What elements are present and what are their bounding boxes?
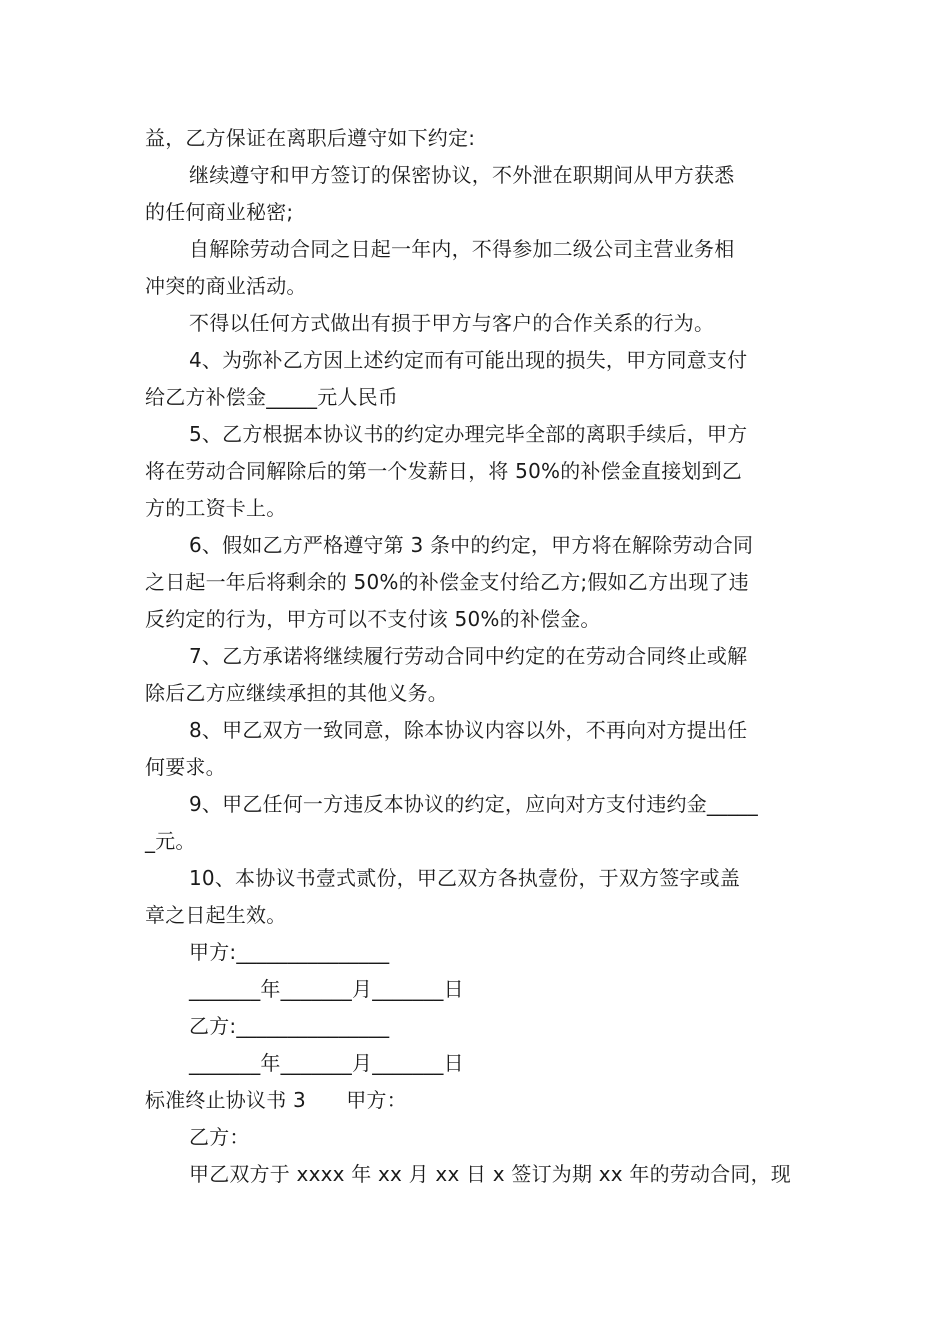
text-line: 除后乙方应继续承担的其他义务。 (145, 681, 448, 705)
text-line: 不得以任何方式做出有损于甲方与客户的合作关系的行为。 (189, 311, 715, 335)
text-line: 的任何商业秘密; (145, 200, 294, 224)
text-line: 5、乙方根据本协议书的约定办理完毕全部的离职手续后，甲方 (189, 422, 748, 446)
section-heading: 标准终止协议书 3 甲方： (145, 1088, 407, 1112)
text-line: 6、假如乙方严格遵守第 3 条中的约定，甲方将在解除劳动合同 (189, 533, 754, 557)
text-line: 冲突的商业活动。 (145, 274, 307, 298)
text-line: 将在劳动合同解除后的第一个发薪日，将 50%的补偿金直接划到乙 (145, 459, 743, 483)
text-line: 何要求。 (145, 755, 226, 779)
text-line: 自解除劳动合同之日起一年内，不得参加二级公司主营业务相 (189, 237, 735, 261)
text-line: _元。 (145, 829, 196, 853)
text-line: 4、为弥补乙方因上述约定而有可能出现的损失，甲方同意支付 (189, 348, 748, 372)
text-line: 给乙方补偿金_____元人民币 (145, 385, 398, 409)
text-line: 甲乙双方于 xxxx 年 xx 月 xx 日 x 签订为期 xx 年的劳动合同，现 (189, 1162, 791, 1186)
text-line: 乙方： (189, 1125, 250, 1149)
text-line: 章之日起生效。 (145, 903, 287, 927)
text-line: 7、乙方承诺将继续履行劳动合同中约定的在劳动合同终止或解 (189, 644, 748, 668)
text-line: 10、本协议书壹式贰份，甲乙双方各执壹份，于双方签字或盖 (189, 866, 741, 890)
text-line: 方的工资卡上。 (145, 496, 287, 520)
party-b-signature-line: 乙方:_______________ (189, 1014, 390, 1038)
party-a-date-line: _______年_______月_______日 (189, 977, 464, 1001)
text-line: 益，乙方保证在离职后遵守如下约定: (145, 126, 476, 150)
text-line: 反约定的行为，甲方可以不支付该 50%的补偿金。 (145, 607, 601, 631)
text-line: 8、甲乙双方一致同意，除本协议内容以外，不再向对方提出任 (189, 718, 748, 742)
text-line: 9、甲乙任何一方违反本协议的约定，应向对方支付违约金_____ (189, 792, 758, 816)
text-line: 之日起一年后将剩余的 50%的补偿金支付给乙方;假如乙方出现了违 (145, 570, 749, 594)
party-a-signature-line: 甲方:_______________ (189, 940, 390, 964)
text-line: 继续遵守和甲方签订的保密协议，不外泄在职期间从甲方获悉 (189, 163, 735, 187)
party-b-date-line: _______年_______月_______日 (189, 1051, 464, 1075)
